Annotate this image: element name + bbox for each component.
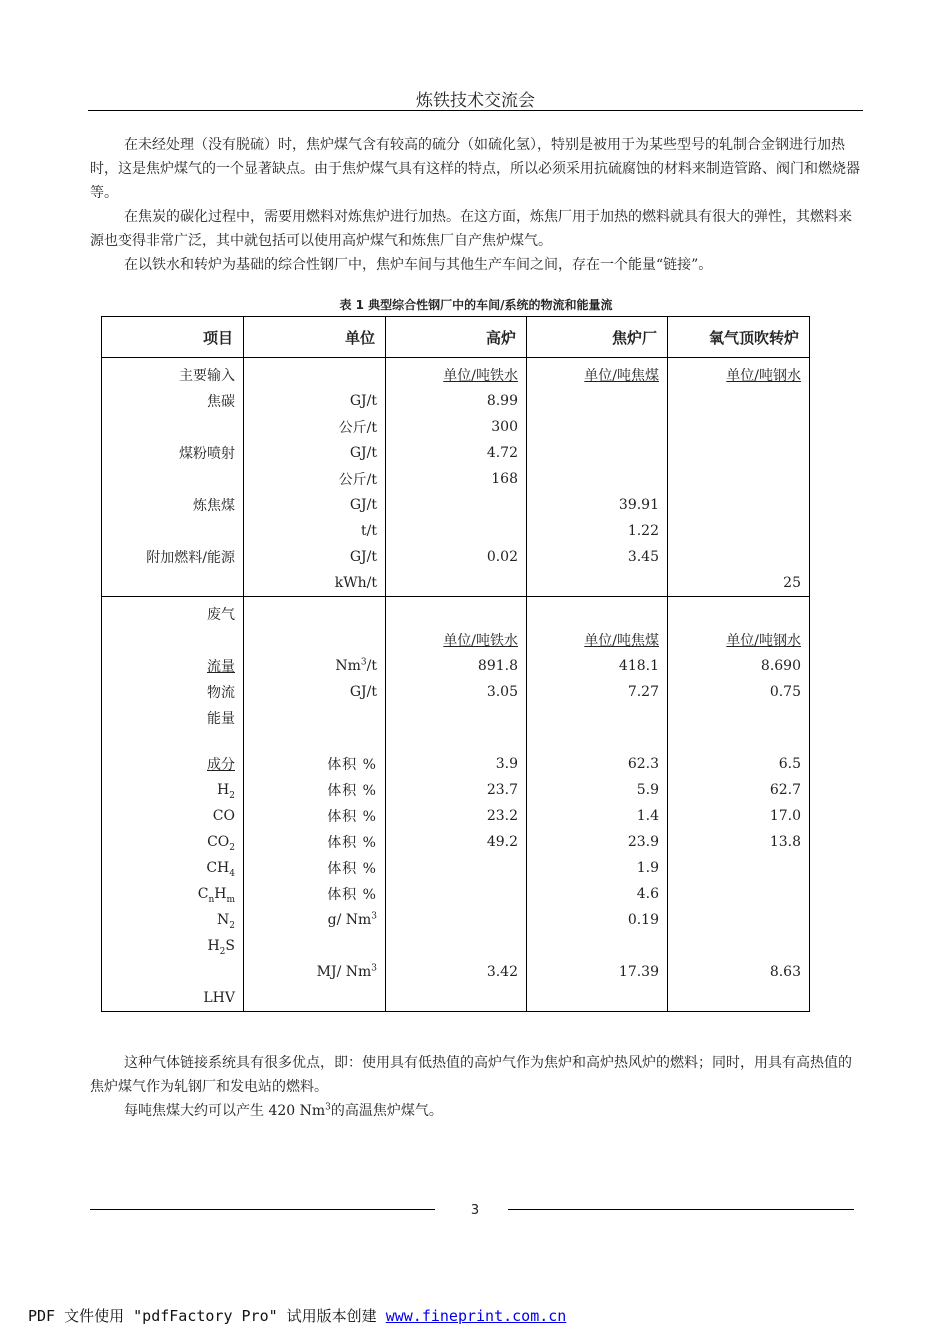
paragraph: 在未经处理（没有脱硫）时，焦炉煤气含有较高的硫分（如硫化氢），特别是被用于为某些型号的轧制合金钢进行加热时，这是焦炉煤气的一个显著缺点。由于焦炉煤气具有这样的特点，所以必须采用抗硫腐蚀的材料来制造管路、阀门和燃烧器等。 [90,137,860,201]
table-row: 煤粉喷射 GJ/t 4.72 [102,440,810,466]
table-row: MJ/ Nm$^3$ 3.42 17.39 8.63 [102,959,810,985]
table-row: $H_2S$ [102,933,810,959]
fineprint-link[interactable]: www.fineprint.com.cn [385,1307,567,1325]
paragraph: 这种气体链接系统具有很多优点，即：使用具有低热值的高炉气作为焦炉和高炉热风炉的燃料；同时，用具有高热值的焦炉煤气作为轧钢厂和发电站的燃料。 [90,1055,852,1095]
table-row: $CH_4$ 体积 % 1.9 [102,855,810,881]
table-row: t/t 1.22 [102,518,810,544]
table-row: 单位/吨铁水 单位/吨焦煤 单位/吨钢水 [102,627,810,653]
table-row: $CO_2$ 体积 % 49.2 23.9 13.8 [102,829,810,855]
table-row: $C_nH_m$ 体积 % 4.6 [102,881,810,907]
unit-label: 单位/吨焦煤 [584,368,659,384]
col-header-unit: 单位 [244,317,386,358]
section-title: 主要输入 [102,362,244,388]
flow-energy-table [101,316,810,1012]
table-row: 焦碳 GJ/t 8.99 [102,388,810,414]
outro-text [90,1051,862,1123]
header-rule [88,110,863,111]
table-row: 能量 [102,705,810,731]
footer-rule-right [508,1209,854,1210]
page-number: 3 [470,1203,480,1218]
table-row: CO 体积 % 23.2 1.4 17.0 [102,803,810,829]
table-row: 炼焦煤 GJ/t 39.91 [102,492,810,518]
intro-text [90,133,862,277]
col-header-bof: 氧气顶吹转炉 [668,317,810,358]
section-title: 废气 [102,601,244,627]
footer-rule-left [90,1209,435,1210]
running-header: 炼铁技术交流会 [416,91,535,111]
table-row: 流量 Nm$^3$/t 891.8 418.1 8.690 [102,653,810,679]
table-row: 公斤/t 168 [102,466,810,492]
col-header-item: 项目 [102,317,244,358]
table-row: 物流 GJ/t 3.05 7.27 0.75 [102,679,810,705]
col-header-coke-plant: 焦炉厂 [527,317,668,358]
paragraph: 在焦炭的碳化过程中，需要用燃料对炼焦炉进行加热。在这方面，炼焦厂用于加热的燃料就具有很大的弹性，其燃料来源也变得非常广泛，其中就包括可以使用高炉煤气和炼焦厂自产焦炉煤气。 [90,209,852,249]
table-row: $N_2$ g/ Nm$^3$ 0.19 [102,907,810,933]
unit-label: 单位/吨铁水 [443,368,518,384]
paragraph: 每吨焦煤大约可以产生 420 Nm$^3$的高温焦炉煤气。 [124,1102,443,1119]
table-row [102,362,810,388]
col-header-blast-furnace: 高炉 [386,317,527,358]
table-row: 成分 体积 % 3.9 62.3 6.5 [102,751,810,777]
table-row [102,731,810,751]
pdf-watermark-note: PDF 文件使用 "pdfFactory Pro" 试用版本创建 www.fineprint.com.cn [28,1307,567,1325]
table-row: LHV [102,985,810,1012]
table-row: kWh/t 25 [102,570,810,597]
unit-label: 单位/吨钢水 [726,368,801,384]
table-row: 附加燃料/能源 GJ/t 0.02 3.45 [102,544,810,570]
paragraph: 在以铁水和转炉为基础的综合性钢厂中，焦炉车间与其他生产车间之间，存在一个能量“链接”。 [124,257,713,273]
table-row: $H_2$ 体积 % 23.7 5.9 62.7 [102,777,810,803]
table-row [102,601,810,627]
table-header-row [102,317,810,358]
table-row: 公斤/t 300 [102,414,810,440]
table-caption: 表 1 典型综合性钢厂中的车间/系统的物流和能量流 [339,298,613,312]
